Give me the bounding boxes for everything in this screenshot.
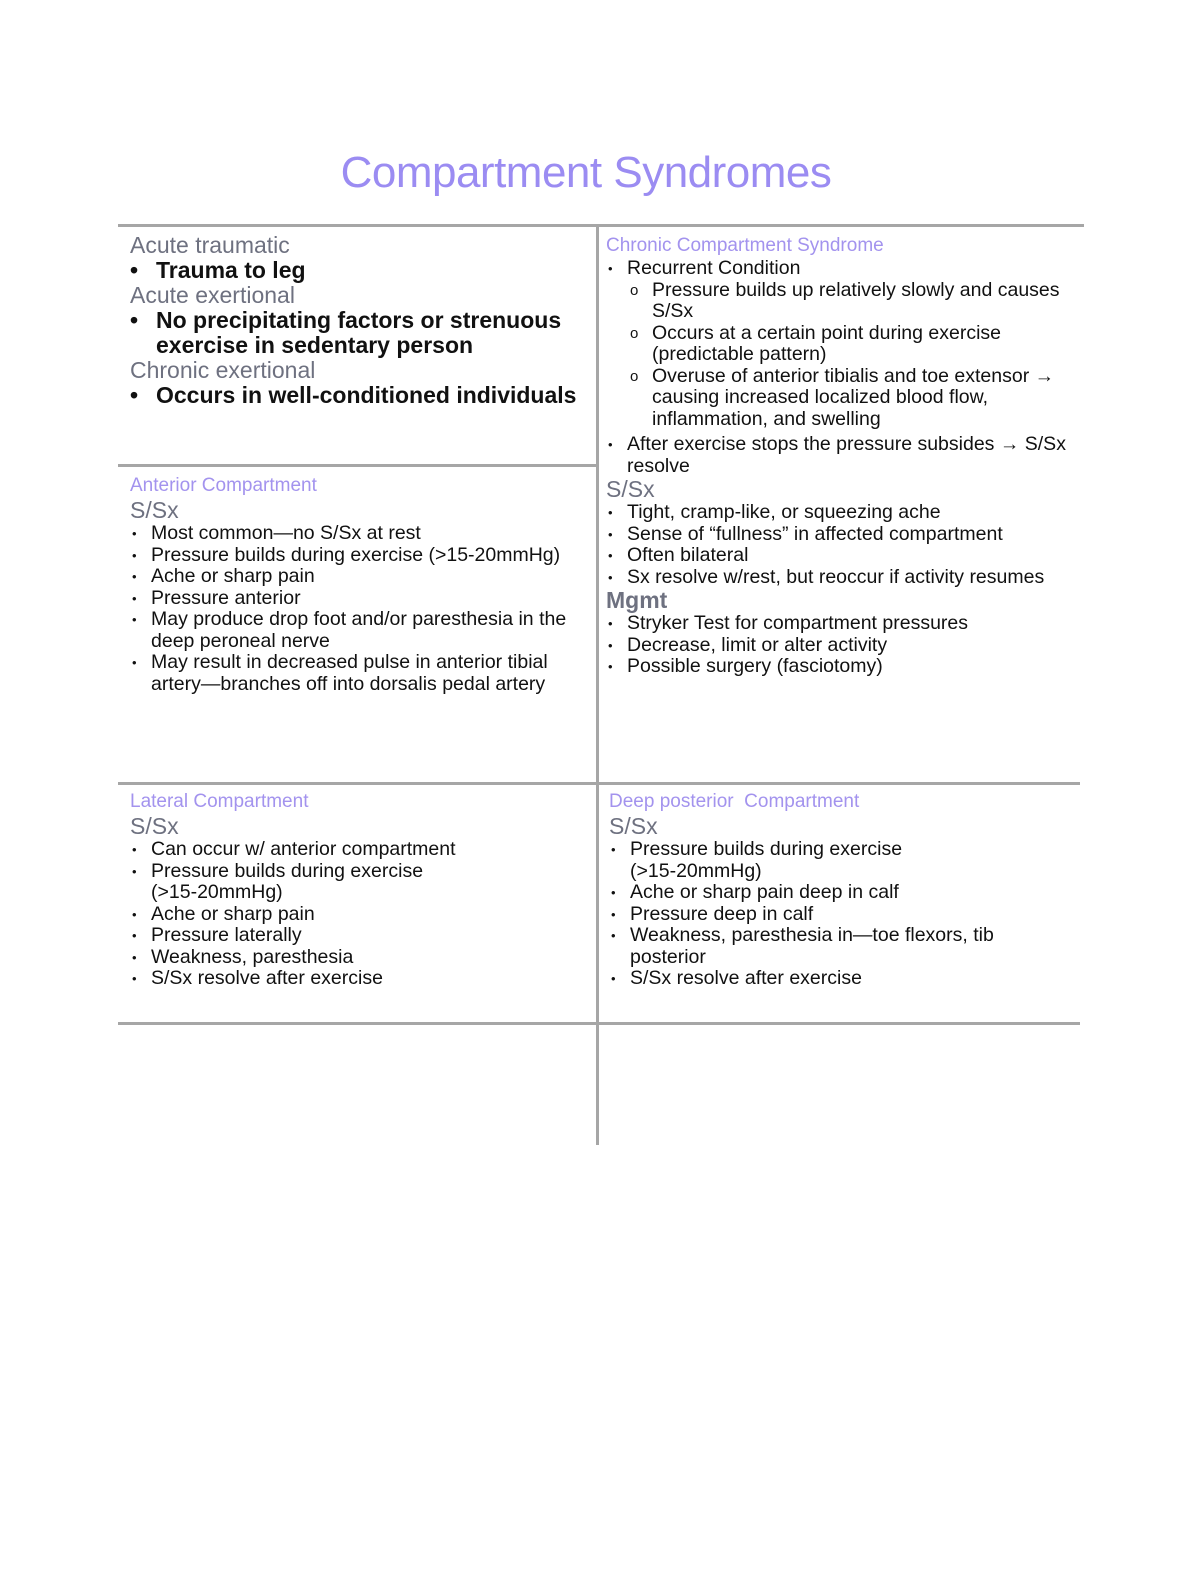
bullet-list xyxy=(606,502,1068,588)
list-item: • Occurs in well-conditioned individuals xyxy=(130,383,590,408)
list-item: • Sx resolve w/rest, but reoccur if activity resumes xyxy=(606,567,1068,589)
list-item: • Often bilateral xyxy=(606,545,1068,567)
list-item: • Pressure deep in calf xyxy=(609,904,1069,926)
section-heading: Chronic exertional xyxy=(130,357,316,383)
bullet-list xyxy=(130,308,590,358)
bullet-list xyxy=(606,434,1068,477)
bullet-list xyxy=(130,839,590,990)
row-divider-1-left xyxy=(118,464,598,467)
section-heading: Acute traumatic xyxy=(130,232,290,258)
cell-deep-posterior-compartment xyxy=(609,790,1069,990)
sub-list-item: o Overuse of anterior tibialis and toe extensor → causing increased localized blood flow, inflammation, and swelling xyxy=(630,366,1068,431)
list-item: • S/Sx resolve after exercise xyxy=(130,968,590,990)
list-item: • May result in decreased pulse in anterior tibial artery—branches off into dorsalis pedal artery xyxy=(130,652,590,695)
list-item: • May produce drop foot and/or paresthesia in the deep peroneal nerve xyxy=(130,609,590,652)
cell-chronic-compartment-syndrome xyxy=(606,234,1068,678)
bullet-list xyxy=(609,839,1069,990)
list-item: • Decrease, limit or alter activity xyxy=(606,635,1068,657)
column-divider xyxy=(596,225,599,1145)
cell-lateral-compartment xyxy=(130,790,590,990)
list-item: • Recurrent Condition xyxy=(606,258,1068,280)
ssx-heading: S/Sx xyxy=(606,476,655,502)
list-item: • Pressure anterior xyxy=(130,588,590,610)
list-item: • Weakness, paresthesia xyxy=(130,947,590,969)
bullet-list xyxy=(130,383,590,408)
list-item: • Sense of “fullness” in affected compartment xyxy=(606,524,1068,546)
list-item: • Possible surgery (fasciotomy) xyxy=(606,656,1068,678)
row-divider-3 xyxy=(118,1022,1080,1025)
cell-acute-types xyxy=(130,233,590,408)
list-item: • Can occur w/ anterior compartment xyxy=(130,839,590,861)
sub-list-item: o Occurs at a certain point during exercise (predictable pattern) xyxy=(630,323,1068,366)
ssx-heading: S/Sx xyxy=(130,497,179,523)
list-item: • No precipitating factors or strenuous exercise in sedentary person xyxy=(130,308,590,358)
list-item: • Pressure builds during exercise (>15-20mmHg) xyxy=(609,839,1069,882)
bullet-list xyxy=(606,613,1068,678)
ssx-heading: S/Sx xyxy=(609,813,658,839)
cell-heading: Anterior Compartment xyxy=(130,475,317,496)
list-item: • Ache or sharp pain xyxy=(130,566,590,588)
list-item: • After exercise stops the pressure subsides → S/Sx resolve xyxy=(606,434,1068,477)
list-item: • Tight, cramp-like, or squeezing ache xyxy=(606,502,1068,524)
bullet-list xyxy=(130,523,590,695)
sub-bullet-list xyxy=(630,280,1068,431)
section-heading: Acute exertional xyxy=(130,282,295,308)
list-item: • S/Sx resolve after exercise xyxy=(609,968,1069,990)
list-item: • Pressure laterally xyxy=(130,925,590,947)
list-item: • Ache or sharp pain xyxy=(130,904,590,926)
table-top-border xyxy=(118,224,1084,227)
bullet-list xyxy=(130,258,590,283)
list-item: • Weakness, paresthesia in—toe flexors, tib posterior xyxy=(609,925,1069,968)
list-item: • Trauma to leg xyxy=(130,258,590,283)
list-item: • Pressure builds during exercise (>15-20mmHg) xyxy=(130,861,590,904)
bullet-list xyxy=(606,258,1068,280)
list-item: • Most common—no S/Sx at rest xyxy=(130,523,590,545)
page-title: Compartment Syndromes xyxy=(340,148,832,197)
cell-anterior-compartment xyxy=(130,474,590,695)
list-item: • Ache or sharp pain deep in calf xyxy=(609,882,1069,904)
row-divider-2 xyxy=(118,782,1080,785)
sub-list-item: o Pressure builds up relatively slowly and causes S/Sx xyxy=(630,280,1068,323)
cell-heading: Chronic Compartment Syndrome xyxy=(606,235,884,256)
cell-heading: Lateral Compartment xyxy=(130,791,309,812)
mgmt-heading: Mgmt xyxy=(606,587,668,613)
ssx-heading: S/Sx xyxy=(130,813,179,839)
cell-heading: Deep posterior Compartment xyxy=(609,791,860,812)
list-item: • Pressure builds during exercise (>15-20mmHg) xyxy=(130,545,590,567)
list-item: • Stryker Test for compartment pressures xyxy=(606,613,1068,635)
